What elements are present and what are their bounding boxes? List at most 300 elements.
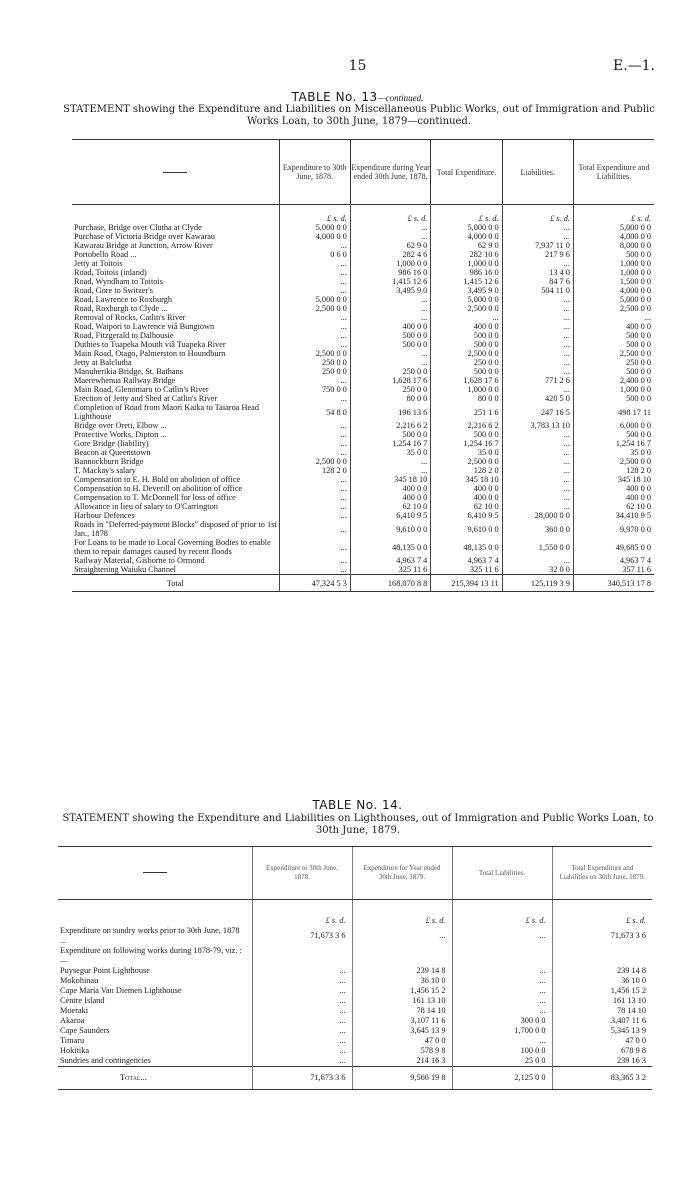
amount-cell: 161 13 10 <box>552 996 652 1006</box>
row-description: Main Road, Glenomaru to Catlin's River <box>74 385 209 394</box>
table-row <box>72 385 654 394</box>
row-description: Allowance in lieu of salary to O'Carrington <box>74 502 218 511</box>
table-row <box>72 304 654 313</box>
row-description: Compensation to T. McDonnell for loss of office <box>74 493 236 502</box>
units-label: £ s. d. <box>431 205 502 224</box>
amount-cell: ... <box>279 556 350 565</box>
amount-cell: 500 0 0 <box>431 430 502 439</box>
table-row <box>72 421 654 430</box>
row-description: Cape Maria Van Diemen Lighthouse <box>60 986 182 995</box>
total-cell: 47,324 5 3 <box>279 575 350 592</box>
amount-cell: 100 0 0 <box>452 1046 552 1056</box>
row-description: Protective Works, Dipton ... <box>74 430 167 439</box>
units-label: £ s. d. <box>252 900 352 927</box>
amount-cell: ... <box>350 223 431 232</box>
table-row <box>58 996 652 1006</box>
units-label: £ s. d. <box>452 900 552 927</box>
table13-col-header: Expenditure during Year ended 30th June, 1878. <box>350 140 431 205</box>
amount-cell: ... <box>502 556 573 565</box>
amount-cell: 9,610 0 0 <box>350 520 431 538</box>
row-description: Manuherikia Bridge, St. Bathans <box>74 367 183 376</box>
amount-cell: 48,135 0 0 <box>431 538 502 556</box>
table-row <box>72 448 654 457</box>
table-row <box>72 277 654 286</box>
table-row <box>58 1046 652 1056</box>
amount-cell: 1,254 16 7 <box>350 439 431 448</box>
table-row <box>72 556 654 565</box>
table-row <box>72 367 654 376</box>
table-row <box>58 1016 652 1026</box>
amount-cell: 2,500 0 0 <box>573 304 654 313</box>
amount-cell: 4,963 7 4 <box>573 556 654 565</box>
amount-cell: 4,000 0 0 <box>573 232 654 241</box>
amount-cell: 500 0 0 <box>573 430 654 439</box>
amount-cell: 80 0 0 <box>431 394 502 403</box>
amount-cell: ... <box>573 313 654 322</box>
row-description: Road, Fitzgerald to Dalhousie <box>74 331 174 340</box>
amount-cell: ... <box>279 322 350 331</box>
amount-cell <box>552 946 652 966</box>
units-label: £ s. d. <box>279 205 350 224</box>
row-description: Sundries and contingencies <box>60 1056 151 1065</box>
row-description: Straightening Waiuku Channel <box>74 565 176 574</box>
table14-stub-header <box>58 847 252 900</box>
amount-cell: 1,550 0 0 <box>502 538 573 556</box>
amount-cell: 400 0 0 <box>350 493 431 502</box>
amount-cell: 986 16 0 <box>431 268 502 277</box>
amount-cell: 2,500 0 0 <box>431 457 502 466</box>
amount-cell: ... <box>502 448 573 457</box>
row-description: Erection of Jetty and Shed at Catlin's River <box>74 394 218 403</box>
amount-cell: 400 0 0 <box>573 322 654 331</box>
row-description: Portobello Road ... <box>74 250 137 259</box>
amount-cell: 5,000 0 0 <box>279 223 350 232</box>
amount-cell: 62 10 0 <box>431 502 502 511</box>
amount-cell: ... <box>279 376 350 385</box>
table13-units-row <box>72 205 654 224</box>
row-description: Main Road, Otago, Palmerston to Houndburn <box>74 349 226 358</box>
row-description: Centre Island <box>60 996 105 1005</box>
amount-cell: 4,963 7 4 <box>431 556 502 565</box>
amount-cell: 500 0 0 <box>573 340 654 349</box>
amount-cell: 2,500 0 0 <box>279 304 350 313</box>
amount-cell: 7,937 11 0 <box>502 241 573 250</box>
table13-continued: —continued. <box>377 93 424 103</box>
amount-cell: 1,415 12 6 <box>350 277 431 286</box>
units-label: £ s. d. <box>573 205 654 224</box>
amount-cell: 49,685 0 0 <box>573 538 654 556</box>
table-row <box>72 358 654 367</box>
amount-cell: 500 0 0 <box>573 394 654 403</box>
amount-cell: ... <box>350 232 431 241</box>
amount-cell: 9,610 0 0 <box>431 520 502 538</box>
amount-cell: ... <box>452 966 552 976</box>
amount-cell: 48,135 0 0 <box>350 538 431 556</box>
amount-cell: 500 0 0 <box>431 331 502 340</box>
amount-cell: 5,000 0 0 <box>431 295 502 304</box>
amount-cell: ... <box>350 349 431 358</box>
amount-cell: ... <box>252 966 352 976</box>
amount-cell: 5,000 0 0 <box>573 295 654 304</box>
row-description: Road, Roxburgh to Clyde ... <box>74 304 168 313</box>
amount-cell: 32 0 0 <box>502 565 573 575</box>
amount-cell: 80 0 0 <box>350 394 431 403</box>
table13-title: TABLE No. 13—continued. <box>291 90 424 104</box>
amount-cell: 1,000 0 0 <box>431 259 502 268</box>
total-label: Total... <box>58 1067 252 1090</box>
amount-cell: 35 0 0 <box>573 448 654 457</box>
table-row <box>72 475 654 484</box>
amount-cell: ... <box>502 223 573 232</box>
amount-cell: ... <box>279 286 350 295</box>
amount-cell: ... <box>252 1026 352 1036</box>
amount-cell: 500 0 0 <box>573 331 654 340</box>
amount-cell: 239 14 8 <box>552 966 652 976</box>
amount-cell: 47 0 0 <box>552 1036 652 1046</box>
amount-cell: 4,000 0 0 <box>573 286 654 295</box>
amount-cell: ... <box>502 457 573 466</box>
amount-cell: ... <box>452 926 552 946</box>
table14-col-header: Expenditure to 30th June, 1878. <box>252 847 352 900</box>
amount-cell: ... <box>252 1006 352 1016</box>
amount-cell: 504 11 0 <box>502 286 573 295</box>
row-description: Bridge over Oreti, Elbow ... <box>74 421 167 430</box>
amount-cell: 250 0 0 <box>350 385 431 394</box>
amount-cell: ... <box>279 475 350 484</box>
table-row <box>58 1036 652 1046</box>
table-row <box>72 259 654 268</box>
amount-cell: ... <box>252 996 352 1006</box>
amount-cell: 5,000 0 0 <box>279 295 350 304</box>
amount-cell: ... <box>502 484 573 493</box>
table-row <box>72 241 654 250</box>
amount-cell: ... <box>452 1036 552 1046</box>
amount-cell: 239 14 8 <box>352 966 452 976</box>
row-description: Gore Bridge (liability) <box>74 439 149 448</box>
amount-cell: ... <box>502 439 573 448</box>
amount-cell: ... <box>252 986 352 996</box>
amount-cell: ... <box>352 926 452 946</box>
amount-cell: ... <box>252 1056 352 1067</box>
table14-total-row <box>58 1067 652 1090</box>
amount-cell: ... <box>279 484 350 493</box>
amount-cell: 345 18 10 <box>573 475 654 484</box>
amount-cell: 13 4 0 <box>502 268 573 277</box>
amount-cell: 1,000 0 0 <box>350 259 431 268</box>
table-row <box>58 1026 652 1036</box>
amount-cell: 325 11 6 <box>431 565 502 575</box>
amount-cell: ... <box>502 367 573 376</box>
amount-cell: ... <box>502 340 573 349</box>
table13-col-header: Total Expenditure. <box>431 140 502 205</box>
amount-cell: 1,000 0 0 <box>431 385 502 394</box>
row-description: Expenditure on following works during 1878-79, viz. :— <box>60 946 242 965</box>
amount-cell: ... <box>502 502 573 511</box>
table-row <box>72 538 654 556</box>
amount-cell: ... <box>252 1016 352 1026</box>
amount-cell: ... <box>452 1006 552 1016</box>
amount-cell: 6,410 9 5 <box>350 511 431 520</box>
table-row <box>72 232 654 241</box>
amount-cell: 36 10 0 <box>552 976 652 986</box>
table-row <box>72 268 654 277</box>
amount-cell: 217 9 6 <box>502 250 573 259</box>
row-description: Moeraki <box>60 1006 89 1015</box>
amount-cell: 251 1 6 <box>431 403 502 421</box>
amount-cell: 2,216 6 2 <box>431 421 502 430</box>
amount-cell: 5,000 0 0 <box>431 223 502 232</box>
amount-cell: 2,500 0 0 <box>431 304 502 313</box>
amount-cell: ... <box>502 331 573 340</box>
row-description: Timaru <box>60 1036 85 1045</box>
table14 <box>58 846 652 1090</box>
amount-cell: ... <box>502 475 573 484</box>
row-description: Kawarau Bridge at Junction, Arrow River <box>74 241 213 250</box>
table-row <box>72 286 654 295</box>
amount-cell: 357 11 6 <box>573 565 654 575</box>
amount-cell: 1,500 0 0 <box>573 277 654 286</box>
table-row <box>72 493 654 502</box>
amount-cell: 214 16 3 <box>352 1056 452 1067</box>
table-row <box>72 394 654 403</box>
amount-cell: 500 0 0 <box>431 340 502 349</box>
amount-cell: 4,963 7 4 <box>350 556 431 565</box>
amount-cell: ... <box>279 565 350 575</box>
amount-cell: ... <box>502 304 573 313</box>
amount-cell: 2,500 0 0 <box>573 349 654 358</box>
table-row <box>72 376 654 385</box>
amount-cell: 578 9 8 <box>352 1046 452 1056</box>
amount-cell <box>352 946 452 966</box>
table-row <box>58 946 652 966</box>
amount-cell: 35 0 0 <box>431 448 502 457</box>
amount-cell: ... <box>502 358 573 367</box>
table-row <box>72 466 654 475</box>
amount-cell: 1,456 15 2 <box>552 986 652 996</box>
amount-cell: ... <box>279 448 350 457</box>
row-description: Purchase, Bridge over Clutha at Clyde <box>74 223 202 232</box>
amount-cell <box>452 946 552 966</box>
amount-cell: ... <box>252 1036 352 1046</box>
total-cell: 83,365 3 2 <box>552 1067 652 1090</box>
amount-cell: 345 18 10 <box>431 475 502 484</box>
amount-cell: ... <box>502 385 573 394</box>
amount-cell: ... <box>502 232 573 241</box>
table-row <box>72 295 654 304</box>
amount-cell: 2,400 0 0 <box>573 376 654 385</box>
table13-col-header: Total Expenditure and Liabilities. <box>573 140 654 205</box>
row-description: Road, Wyndham to Toitois <box>74 277 163 286</box>
amount-cell: ... <box>502 493 573 502</box>
table13-total-row <box>72 575 654 592</box>
table-row <box>72 484 654 493</box>
amount-cell: 2,216 6 2 <box>350 421 431 430</box>
amount-cell: 400 0 0 <box>350 484 431 493</box>
amount-cell: 161 13 10 <box>352 996 452 1006</box>
row-description: Hokitika <box>60 1046 90 1055</box>
amount-cell: 500 0 0 <box>350 430 431 439</box>
amount-cell: 47 0 0 <box>352 1036 452 1046</box>
row-description: Completion of Road from Maori Kaika to Taiaroa Head Lighthouse <box>74 403 259 421</box>
row-description: Roads in "Deferred-payment Blocks" disposed of prior to 1st Jan., 1878 <box>74 520 277 538</box>
total-cell: 9,566 19 8 <box>352 1067 452 1090</box>
table14-col-header: Total Expenditure and Liabilities on 30th June, 1879. <box>552 847 652 900</box>
units-label: £ s. d. <box>350 205 431 224</box>
amount-cell: 8,000 0 0 <box>573 241 654 250</box>
units-label: £ s. d. <box>352 900 452 927</box>
amount-cell: 1,254 16 7 <box>431 439 502 448</box>
table-row <box>72 223 654 232</box>
amount-cell: ... <box>279 268 350 277</box>
amount-cell: 1,254 16 7 <box>573 439 654 448</box>
amount-cell: 678 9 8 <box>552 1046 652 1056</box>
amount-cell: 9,970 0 0 <box>573 520 654 538</box>
table-row <box>72 502 654 511</box>
page-number: 15 <box>348 58 367 74</box>
amount-cell: 3,783 13 10 <box>502 421 573 430</box>
table-row <box>72 349 654 358</box>
row-description: Puysegur Point Lighthouse <box>60 966 150 975</box>
table-row <box>72 439 654 448</box>
amount-cell: ... <box>279 331 350 340</box>
amount-cell: 6,000 0 0 <box>573 421 654 430</box>
amount-cell: 420 5 0 <box>502 394 573 403</box>
amount-cell: 750 0 0 <box>279 385 350 394</box>
row-description: Duthies to Tuapeka Mouth viâ Tuapeka River <box>74 340 226 349</box>
amount-cell: 4,000 0 0 <box>279 232 350 241</box>
amount-cell: ... <box>279 259 350 268</box>
amount-cell: 500 0 0 <box>350 340 431 349</box>
row-description: For Loans to be made to Local Governing Bodies to enable them to repair damages caused by recent floods <box>74 538 271 556</box>
amount-cell: 36 10 0 <box>352 976 452 986</box>
row-description: Road, Toitois (inland) <box>74 268 147 277</box>
amount-cell: 78 14 10 <box>352 1006 452 1016</box>
table13 <box>72 139 654 592</box>
units-label: £ s. d. <box>552 900 652 927</box>
amount-cell: 400 0 0 <box>431 493 502 502</box>
row-description: Maerewhenua Railway Bridge <box>74 376 176 385</box>
row-description: Harbour Defences <box>74 511 135 520</box>
row-description: Akaroa <box>60 1016 85 1025</box>
table13-col-header: Liabilities. <box>502 140 573 205</box>
amount-cell: ... <box>279 439 350 448</box>
amount-cell: 78 14 10 <box>552 1006 652 1016</box>
amount-cell: ... <box>452 986 552 996</box>
amount-cell: ... <box>279 430 350 439</box>
table-row <box>72 511 654 520</box>
amount-cell: 500 0 0 <box>350 331 431 340</box>
row-description: Jetty at Balclutha <box>74 358 132 367</box>
table-row <box>72 313 654 322</box>
table-row <box>58 1006 652 1016</box>
row-description: Road, Lawrence to Roxburgh <box>74 295 173 304</box>
amount-cell: ... <box>252 1046 352 1056</box>
amount-cell: 2,500 0 0 <box>573 457 654 466</box>
amount-cell <box>252 946 352 966</box>
amount-cell: 128 2 0 <box>573 466 654 475</box>
page-header <box>60 58 655 76</box>
table13-statement: STATEMENT showing the Expenditure and Liabilities on Miscellaneous Public Works, out of Immigration and Public Works Loan, to 30th June, 1879—continued. <box>63 104 655 127</box>
amount-cell: 500 0 0 <box>573 250 654 259</box>
amount-cell: ... <box>452 996 552 1006</box>
amount-cell: 250 0 0 <box>431 358 502 367</box>
total-cell: 125,119 3 9 <box>502 575 573 592</box>
table-row <box>58 986 652 996</box>
amount-cell: ... <box>279 394 350 403</box>
amount-cell: 400 0 0 <box>573 493 654 502</box>
table14-col-header: Total Liabilities. <box>452 847 552 900</box>
amount-cell: 239 16 3 <box>552 1056 652 1067</box>
table13-col-header: Expenditure to 30th June, 1878. <box>279 140 350 205</box>
total-label: Total <box>72 575 279 592</box>
row-description: Mokohinau <box>60 976 99 985</box>
amount-cell: 247 16 5 <box>502 403 573 421</box>
amount-cell: 62 10 0 <box>573 502 654 511</box>
total-cell: 2,125 0 0 <box>452 1067 552 1090</box>
amount-cell: 400 0 0 <box>431 484 502 493</box>
table-row <box>72 430 654 439</box>
total-cell: 71,673 3 6 <box>252 1067 352 1090</box>
amount-cell: 35 0 0 <box>350 448 431 457</box>
amount-cell: 3,107 11 6 <box>352 1016 452 1026</box>
amount-cell: 71,673 3 6 <box>252 926 352 946</box>
amount-cell: 1,456 15 2 <box>352 986 452 996</box>
table-row <box>72 322 654 331</box>
row-description: Road, Gore to Switzer's <box>74 286 153 295</box>
amount-cell: 3,495 9 0 <box>431 286 502 295</box>
amount-cell: 1,000 0 0 <box>573 259 654 268</box>
total-cell: 168,070 8 8 <box>350 575 431 592</box>
row-description: Expenditure on sundry works prior to 30th June, 1878 ... <box>60 926 240 945</box>
amount-cell: 2,500 0 0 <box>431 349 502 358</box>
row-description: Removal of Rocks, Catlin's River <box>74 313 186 322</box>
amount-cell: ... <box>279 421 350 430</box>
amount-cell: ... <box>279 493 350 502</box>
table-row <box>72 565 654 575</box>
row-description: Road, Waipori to Lawrence viâ Bungtown <box>74 322 215 331</box>
amount-cell: 128 2 0 <box>279 466 350 475</box>
amount-cell: 345 18 10 <box>350 475 431 484</box>
amount-cell: ... <box>350 466 431 475</box>
amount-cell: 1,628 17 6 <box>350 376 431 385</box>
row-description: Cape Saunders <box>60 1026 110 1035</box>
table14-units-row <box>58 900 652 927</box>
amount-cell: 325 11 6 <box>350 565 431 575</box>
amount-cell: ... <box>279 313 350 322</box>
amount-cell: ... <box>431 313 502 322</box>
page-reference: E.—1. <box>612 58 655 74</box>
amount-cell: 2,500 0 0 <box>279 457 350 466</box>
amount-cell: 62 9 0 <box>431 241 502 250</box>
amount-cell: 400 0 0 <box>573 484 654 493</box>
amount-cell: 1,700 0 0 <box>452 1026 552 1036</box>
amount-cell: ... <box>452 976 552 986</box>
amount-cell: 54 8 0 <box>279 403 350 421</box>
row-description: Beacon at Queenstown <box>74 448 151 457</box>
amount-cell: ... <box>279 511 350 520</box>
amount-cell: 62 9 0 <box>350 241 431 250</box>
table-row <box>72 520 654 538</box>
amount-cell: 1,628 17 6 <box>431 376 502 385</box>
row-description: Purchase of Victoria Bridge over Kawarau <box>74 232 216 241</box>
amount-cell: 25 0 0 <box>452 1056 552 1067</box>
amount-cell: 5,345 13 9 <box>552 1026 652 1036</box>
total-cell: 340,513 17 8 <box>573 575 654 592</box>
amount-cell: ... <box>350 304 431 313</box>
amount-cell: 300 0 0 <box>452 1016 552 1026</box>
table-row <box>58 926 652 946</box>
amount-cell: 196 13 6 <box>350 403 431 421</box>
